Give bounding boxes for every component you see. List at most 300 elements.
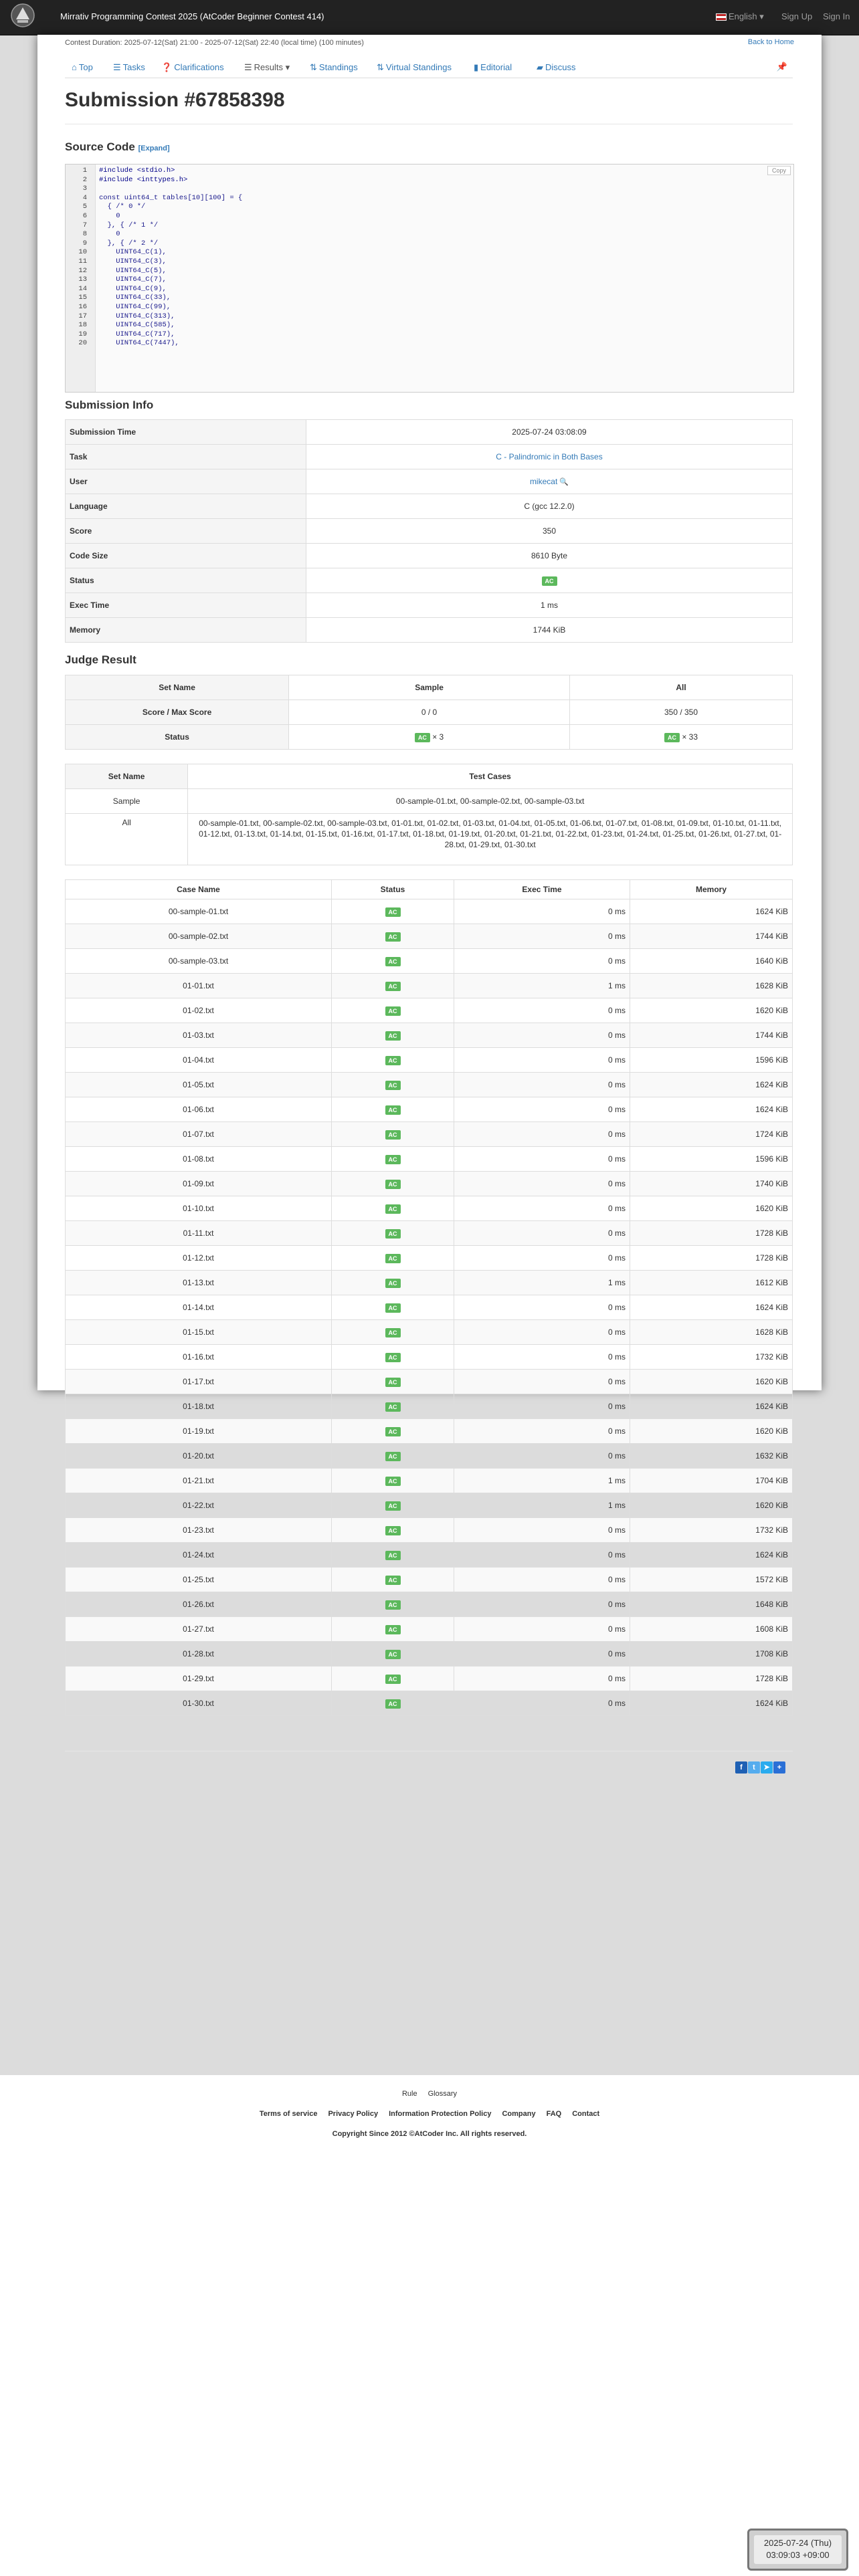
case-memory: 1572 KiB <box>630 1568 793 1592</box>
ac-badge: AC <box>385 1229 401 1239</box>
info-value <box>306 445 793 469</box>
judge-result-heading: Judge Result <box>65 653 136 666</box>
case-exec-time: 0 ms <box>454 1543 630 1568</box>
info-value: 350 <box>306 519 793 544</box>
code-line: const uint64_t tables[10][100] = { <box>99 193 243 202</box>
case-memory: 1732 KiB <box>630 1345 793 1370</box>
case-name: 01-21.txt <box>66 1469 332 1493</box>
table-row <box>66 1543 793 1568</box>
case-status <box>332 1073 454 1097</box>
code-line: UINT64_C(33), <box>99 294 171 302</box>
table-row <box>66 1667 793 1691</box>
case-memory: 1744 KiB <box>630 924 793 949</box>
footer-link-faq[interactable]: FAQ <box>546 2110 562 2118</box>
case-exec-time: 0 ms <box>454 949 630 974</box>
table-row <box>66 899 793 924</box>
set-name-header: Set Name <box>66 675 289 700</box>
tab-tasks[interactable] <box>113 58 145 77</box>
ac-badge: AC <box>385 1675 401 1684</box>
case-name: 01-09.txt <box>66 1172 332 1196</box>
search-icon[interactable]: 🔍 <box>557 478 569 486</box>
tab-label: Clarifications <box>174 62 224 72</box>
all-header: All <box>570 675 793 700</box>
task-link[interactable]: C - Palindromic in Both Bases <box>496 452 603 461</box>
case-exec-time: 0 ms <box>454 1147 630 1172</box>
case-memory: 1740 KiB <box>630 1172 793 1196</box>
case-exec-time: 0 ms <box>454 1691 630 1716</box>
case-exec-time: 0 ms <box>454 1592 630 1617</box>
ac-badge: AC <box>385 1328 401 1337</box>
contest-duration: Contest Duration: 2025-07-12(Sat) 21:00 - 2025-07-12(Sat) 22:40 (local time) (100 minutes) <box>65 39 364 47</box>
tab-label: Standings <box>318 62 358 72</box>
sort-icon: ⇅ <box>310 62 317 72</box>
case-status <box>332 899 454 924</box>
case-name: 01-08.txt <box>66 1147 332 1172</box>
case-exec-time: 0 ms <box>454 1518 630 1543</box>
code-line: 0 <box>99 212 120 220</box>
case-memory: 1624 KiB <box>630 1073 793 1097</box>
code-line: UINT64_C(7), <box>99 276 167 284</box>
table-row <box>66 1617 793 1642</box>
ac-badge: AC <box>385 1501 401 1511</box>
footer-link-company[interactable]: Company <box>502 2110 536 2118</box>
table-row <box>66 1493 793 1518</box>
all-cases: 00-sample-01.txt, 00-sample-02.txt, 00-sample-03.txt, 01-01.txt, 01-02.txt, 01-03.txt, 01-04.txt, 01-05.txt, 01-06.txt, 01-07.txt, 01-08.txt, 01-09.txt, 01-10.txt, 01-11.txt, 01-12.txt, 01-13.txt, 01-14.txt, 01-15.txt, 01-16.txt, 01-17.txt, 01-18.txt, 01-19.txt, 01-20.txt, 01-21.txt, 01-22.txt, 01-23.txt, 01-24.txt, 01-25.txt, 01-26.txt, 01-27.txt, 01-28.txt, 01-29.txt, 01-30.txt <box>188 814 793 865</box>
tab-label: Top <box>78 62 93 72</box>
tab-label: Results <box>254 62 284 72</box>
clock-date: 2025-07-24 (Thu) <box>763 2538 832 2548</box>
case-status <box>332 924 454 949</box>
case-exec-time: 1 ms <box>454 1493 630 1518</box>
info-value <box>306 568 793 593</box>
table-row <box>66 1394 793 1419</box>
case-exec-time: 0 ms <box>454 1642 630 1667</box>
case-name: 01-17.txt <box>66 1370 332 1394</box>
case-name: 01-06.txt <box>66 1097 332 1122</box>
case-exec-time: 1 ms <box>454 974 630 998</box>
ac-badge: AC <box>542 576 557 586</box>
case-name: 00-sample-02.txt <box>66 924 332 949</box>
case-status <box>332 1147 454 1172</box>
code-line: UINT64_C(99), <box>99 303 171 311</box>
line-number: 11 <box>78 257 87 265</box>
ac-badge: AC <box>385 1526 401 1535</box>
case-name: 01-10.txt <box>66 1196 332 1221</box>
table-row <box>66 1271 793 1295</box>
info-row <box>66 469 793 494</box>
case-status <box>332 1023 454 1048</box>
table-row <box>66 1196 793 1221</box>
sign-in-link[interactable]: Sign In <box>823 11 850 21</box>
ac-badge: AC <box>385 1056 401 1065</box>
back-to-home-link[interactable]: Back to Home <box>747 38 794 46</box>
case-name: 01-04.txt <box>66 1048 332 1073</box>
share-buttons <box>735 1761 785 1773</box>
case-exec-time: 0 ms <box>454 1444 630 1469</box>
list-icon: ☰ <box>113 62 121 72</box>
case-exec-time: 0 ms <box>454 1097 630 1122</box>
case-exec-time: 1 ms <box>454 1271 630 1295</box>
ac-badge: AC <box>385 1155 401 1164</box>
ac-badge: AC <box>385 1452 401 1461</box>
ac-badge: AC <box>415 733 430 742</box>
footer-link-terms[interactable]: Terms of service <box>259 2110 318 2118</box>
info-row <box>66 593 793 618</box>
case-exec-time: 0 ms <box>454 1295 630 1320</box>
user-link[interactable]: mikecat <box>529 477 558 486</box>
case-exec-time: 0 ms <box>454 1370 630 1394</box>
line-number: 9 <box>82 239 87 247</box>
line-number: 20 <box>78 339 87 348</box>
case-name: 01-20.txt <box>66 1444 332 1469</box>
case-name: 01-22.txt <box>66 1493 332 1518</box>
info-label: Exec Time <box>66 593 306 618</box>
table-row <box>66 1568 793 1592</box>
footer-link-contact[interactable]: Contact <box>572 2110 600 2118</box>
line-number: 19 <box>78 330 87 338</box>
case-status <box>332 1642 454 1667</box>
table-row <box>66 1691 793 1716</box>
line-number: 15 <box>78 294 87 302</box>
case-memory: 1612 KiB <box>630 1271 793 1295</box>
info-label: Language <box>66 494 306 519</box>
status-label: Status <box>66 725 289 750</box>
table-row <box>66 1444 793 1469</box>
top-navbar <box>0 0 859 35</box>
case-name: 01-07.txt <box>66 1122 332 1147</box>
case-status <box>332 1617 454 1642</box>
judge-result-table <box>65 675 793 750</box>
case-name: 00-sample-01.txt <box>66 899 332 924</box>
comment-icon: ▰ <box>537 62 543 72</box>
tab-standings[interactable] <box>310 58 358 77</box>
line-number: 8 <box>82 230 87 239</box>
case-exec-time: 0 ms <box>454 1320 630 1345</box>
table-row <box>66 974 793 998</box>
table-row <box>66 1073 793 1097</box>
code-line: UINT64_C(1), <box>99 248 167 257</box>
info-row <box>66 420 793 445</box>
case-status <box>332 1493 454 1518</box>
table-row <box>66 1518 793 1543</box>
ac-badge: AC <box>385 907 401 917</box>
case-result-table <box>65 879 793 1716</box>
sample-cases: 00-sample-01.txt, 00-sample-02.txt, 00-sample-03.txt <box>188 789 793 814</box>
ac-badge: AC <box>385 1303 401 1313</box>
info-value: C (gcc 12.2.0) <box>306 494 793 519</box>
case-exec-time: 0 ms <box>454 1221 630 1246</box>
table-row <box>66 1419 793 1444</box>
case-name: 01-03.txt <box>66 1023 332 1048</box>
case-status <box>332 1667 454 1691</box>
test-cases-header: Test Cases <box>188 764 793 789</box>
ac-badge: AC <box>385 1254 401 1263</box>
case-memory: 1624 KiB <box>630 1097 793 1122</box>
ac-badge: AC <box>385 1353 401 1362</box>
case-status <box>332 1345 454 1370</box>
tab-results[interactable] <box>244 58 290 77</box>
case-memory: 1624 KiB <box>630 1691 793 1716</box>
case-memory: 1620 KiB <box>630 1493 793 1518</box>
info-value: 8610 Byte <box>306 544 793 568</box>
ac-badge: AC <box>385 1105 401 1115</box>
case-memory: 1624 KiB <box>630 1543 793 1568</box>
expand-link[interactable]: [Expand] <box>138 144 170 152</box>
test-case-sets-table <box>65 764 793 865</box>
ac-badge: AC <box>385 932 401 942</box>
case-name: 01-15.txt <box>66 1320 332 1345</box>
table-row <box>66 924 793 949</box>
case-status <box>332 1122 454 1147</box>
exec-time-header: Exec Time <box>454 880 630 899</box>
case-status <box>332 1271 454 1295</box>
case-memory: 1624 KiB <box>630 1295 793 1320</box>
facebook-share-icon[interactable]: f <box>735 1761 747 1774</box>
table-row <box>66 1048 793 1073</box>
case-status <box>332 1568 454 1592</box>
footer-row-1 <box>0 2090 859 2098</box>
case-memory: 1732 KiB <box>630 1518 793 1543</box>
line-number: 7 <box>82 221 87 229</box>
info-row <box>66 494 793 519</box>
line-number: 18 <box>78 321 87 330</box>
case-name: 01-30.txt <box>66 1691 332 1716</box>
line-number: 1 <box>82 167 87 175</box>
tab-top[interactable] <box>72 58 93 77</box>
info-label: User <box>66 469 306 494</box>
case-status <box>332 998 454 1023</box>
tab-label: Discuss <box>545 62 576 72</box>
info-row <box>66 568 793 593</box>
case-memory: 1704 KiB <box>630 1469 793 1493</box>
case-status <box>332 1691 454 1716</box>
telegram-share-icon[interactable]: ➤ <box>761 1761 773 1774</box>
case-name-header: Case Name <box>66 880 332 899</box>
caret-down-icon: ▾ <box>283 62 290 72</box>
copy-button[interactable]: Copy <box>767 166 791 175</box>
case-name: 01-16.txt <box>66 1345 332 1370</box>
case-name: 01-05.txt <box>66 1073 332 1097</box>
case-status <box>332 1048 454 1073</box>
case-exec-time: 0 ms <box>454 998 630 1023</box>
ac-badge: AC <box>385 1204 401 1214</box>
case-name: 01-24.txt <box>66 1543 332 1568</box>
code-line: 0 <box>99 230 120 239</box>
case-memory: 1728 KiB <box>630 1221 793 1246</box>
ac-badge: AC <box>385 957 401 966</box>
table-row <box>66 1592 793 1617</box>
case-memory: 1628 KiB <box>630 1320 793 1345</box>
case-exec-time: 0 ms <box>454 924 630 949</box>
case-status <box>332 1172 454 1196</box>
tab-editorial[interactable] <box>474 58 512 77</box>
case-memory: 1608 KiB <box>630 1617 793 1642</box>
code-line: }, { /* 2 */ <box>99 239 159 247</box>
case-name: 01-01.txt <box>66 974 332 998</box>
table-row <box>66 1122 793 1147</box>
code-line: UINT64_C(7447), <box>99 339 179 348</box>
tab-clarifications[interactable] <box>161 58 224 77</box>
case-exec-time: 0 ms <box>454 1617 630 1642</box>
set-name-all: All <box>66 814 188 865</box>
contest-title-link[interactable]: Mirrativ Programming Contest 2025 (AtCoder Beginner Contest 414) <box>60 11 324 21</box>
table-row <box>66 1642 793 1667</box>
line-number: 13 <box>78 276 87 284</box>
case-exec-time: 0 ms <box>454 1568 630 1592</box>
ac-badge: AC <box>385 1551 401 1560</box>
table-row <box>66 1345 793 1370</box>
code-line: UINT64_C(313), <box>99 312 175 320</box>
case-name: 01-26.txt <box>66 1592 332 1617</box>
case-exec-time: 0 ms <box>454 1122 630 1147</box>
ac-badge: AC <box>385 1279 401 1288</box>
tab-label: Editorial <box>480 62 512 72</box>
ac-badge: AC <box>385 1081 401 1090</box>
ac-badge: AC <box>385 1650 401 1659</box>
case-status <box>332 1419 454 1444</box>
case-status <box>332 1196 454 1221</box>
case-status <box>332 1518 454 1543</box>
case-status <box>332 1320 454 1345</box>
footer-link-privacy[interactable]: Privacy Policy <box>328 2110 379 2118</box>
ac-badge: AC <box>385 1625 401 1634</box>
set-name-header: Set Name <box>66 764 188 789</box>
case-name: 01-18.txt <box>66 1394 332 1419</box>
status-header: Status <box>332 880 454 899</box>
case-name: 01-02.txt <box>66 998 332 1023</box>
question-icon: ❓ <box>161 62 173 72</box>
case-name: 00-sample-03.txt <box>66 949 332 974</box>
case-status <box>332 1097 454 1122</box>
table-row <box>66 1469 793 1493</box>
line-number: 3 <box>82 185 87 193</box>
case-name: 01-13.txt <box>66 1271 332 1295</box>
case-name: 01-12.txt <box>66 1246 332 1271</box>
table-row <box>66 1172 793 1196</box>
case-exec-time: 0 ms <box>454 899 630 924</box>
more-share-icon[interactable]: + <box>773 1761 785 1774</box>
atcoder-logo[interactable] <box>8 2 37 31</box>
flag-icon <box>716 13 727 21</box>
ac-badge: AC <box>385 1130 401 1140</box>
source-code-heading: Source Code [Expand] <box>65 140 170 153</box>
table-row <box>66 1320 793 1345</box>
info-label: Submission Time <box>66 420 306 445</box>
info-label: Score <box>66 519 306 544</box>
case-memory: 1620 KiB <box>630 1419 793 1444</box>
page-title: Submission #67858398 <box>65 89 285 111</box>
clock-display <box>754 2535 842 2564</box>
all-score: 350 / 350 <box>570 700 793 725</box>
set-name-sample: Sample <box>66 789 188 814</box>
case-memory: 1596 KiB <box>630 1147 793 1172</box>
case-memory: 1708 KiB <box>630 1642 793 1667</box>
footer-link-rule[interactable]: Rule <box>401 2090 417 2098</box>
case-name: 01-25.txt <box>66 1568 332 1592</box>
ac-badge: AC <box>385 1402 401 1412</box>
table-row <box>66 949 793 974</box>
language-dropdown[interactable] <box>716 11 764 22</box>
info-label: Memory <box>66 618 306 643</box>
tab-label: Virtual Standings <box>385 62 452 72</box>
code-line: UINT64_C(5), <box>99 266 167 275</box>
case-memory: 1744 KiB <box>630 1023 793 1048</box>
ac-badge: AC <box>385 1378 401 1387</box>
case-status <box>332 1444 454 1469</box>
case-status <box>332 1295 454 1320</box>
case-status <box>332 974 454 998</box>
footer-link-info-protection[interactable]: Information Protection Policy <box>389 2110 492 2118</box>
book-icon: ▮ <box>474 62 479 72</box>
code-line: UINT64_C(717), <box>99 330 175 338</box>
source-code-block[interactable] <box>65 164 794 393</box>
info-value: 1744 KiB <box>306 618 793 643</box>
code-line: UINT64_C(3), <box>99 257 167 265</box>
case-memory: 1728 KiB <box>630 1667 793 1691</box>
table-row <box>66 998 793 1023</box>
tab-discuss[interactable] <box>537 58 576 77</box>
case-memory: 1724 KiB <box>630 1122 793 1147</box>
info-label: Code Size <box>66 544 306 568</box>
sample-score: 0 / 0 <box>289 700 570 725</box>
sample-status: AC × 3 <box>289 725 570 750</box>
copyright: Copyright Since 2012 ©AtCoder Inc. All rights reserved. <box>332 2130 527 2138</box>
line-number: 2 <box>82 175 87 184</box>
table-row <box>66 1370 793 1394</box>
case-exec-time: 0 ms <box>454 1394 630 1419</box>
case-name: 01-23.txt <box>66 1518 332 1543</box>
code-line: }, { /* 1 */ <box>99 221 159 229</box>
case-status <box>332 1246 454 1271</box>
info-row <box>66 445 793 469</box>
code-line: { /* 0 */ <box>99 203 146 211</box>
case-status <box>332 949 454 974</box>
case-name: 01-28.txt <box>66 1642 332 1667</box>
pin-icon[interactable]: 📌 <box>776 62 787 72</box>
ac-badge: AC <box>385 1031 401 1041</box>
case-exec-time: 0 ms <box>454 1172 630 1196</box>
code-line: #include <stdio.h> <box>99 167 175 175</box>
sign-up-link[interactable]: Sign Up <box>781 11 813 21</box>
case-status <box>332 1543 454 1568</box>
ac-badge: AC <box>664 733 680 742</box>
case-exec-time: 0 ms <box>454 1023 630 1048</box>
all-status: AC × 33 <box>570 725 793 750</box>
line-number: 16 <box>78 303 87 311</box>
case-memory: 1596 KiB <box>630 1048 793 1073</box>
case-memory: 1628 KiB <box>630 974 793 998</box>
code-line: UINT64_C(9), <box>99 284 167 293</box>
info-label: Status <box>66 568 306 593</box>
submission-info-heading: Submission Info <box>65 399 154 411</box>
line-number: 12 <box>78 266 87 275</box>
line-number: 5 <box>82 203 87 211</box>
fixed-clock <box>747 2529 848 2571</box>
ac-badge: AC <box>385 1477 401 1486</box>
twitter-share-icon[interactable]: t <box>748 1761 760 1774</box>
list-icon: ☰ <box>244 62 252 72</box>
tab-virtual-standings[interactable] <box>377 58 452 77</box>
home-icon: ⌂ <box>72 62 77 72</box>
clock-time: 03:09:03 +09:00 <box>766 2550 830 2560</box>
ac-badge: AC <box>385 1576 401 1585</box>
case-name: 01-11.txt <box>66 1221 332 1246</box>
case-status <box>332 1370 454 1394</box>
contest-nav-tabs <box>65 58 793 78</box>
case-memory: 1632 KiB <box>630 1444 793 1469</box>
footer-link-glossary[interactable]: Glossary <box>427 2090 458 2098</box>
case-exec-time: 0 ms <box>454 1073 630 1097</box>
